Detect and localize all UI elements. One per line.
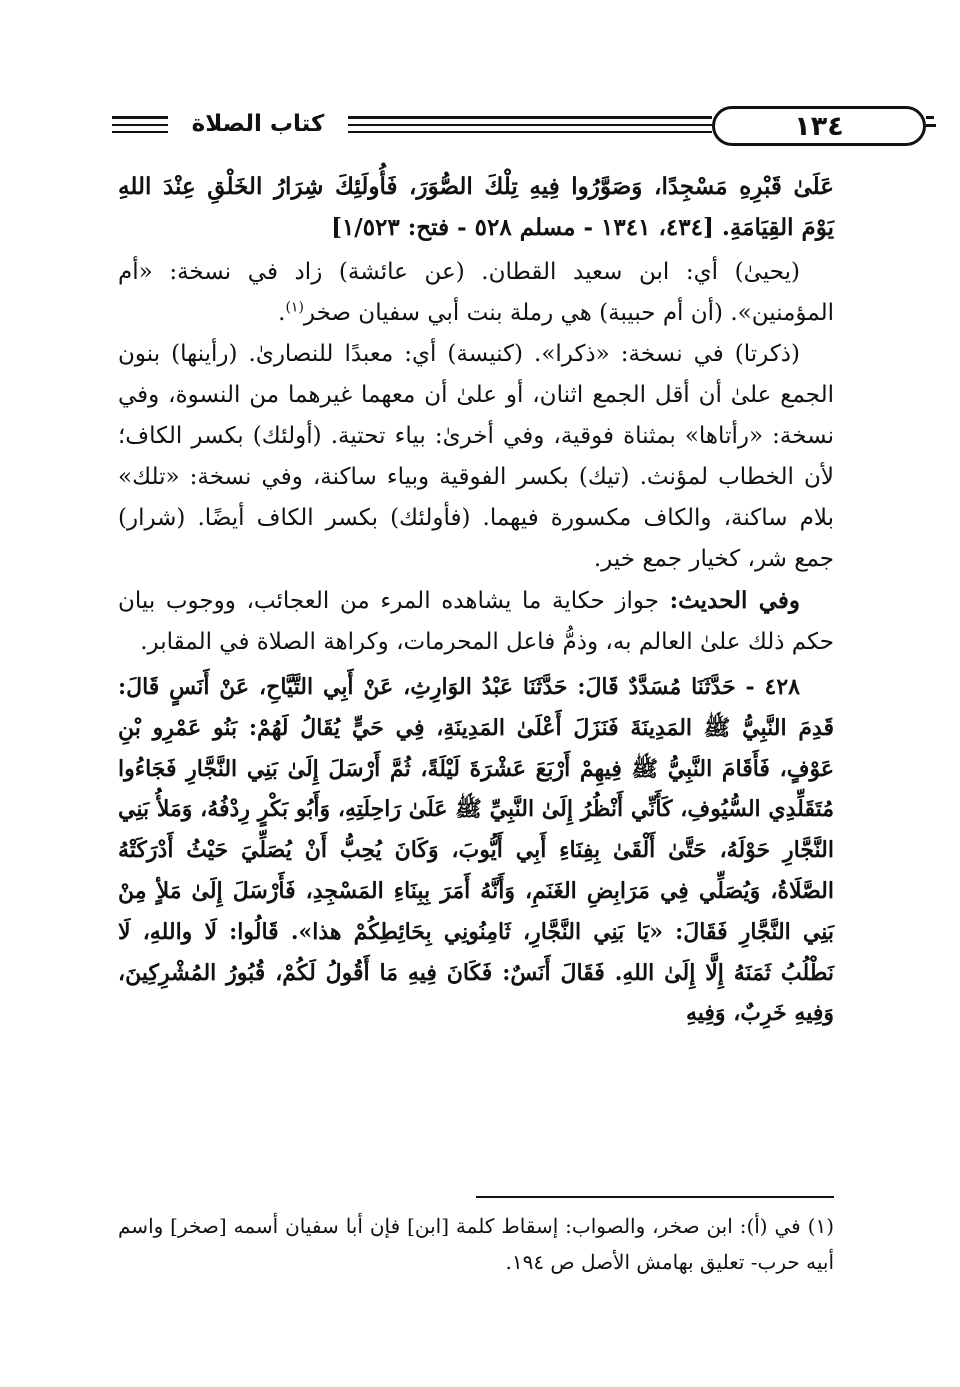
footnote: (١) في (أ): ابن صخر، والصواب: إسقاط كلمة [ابن] فإن أبا سفيان أسمه [صخر] واسم أبيه حرب- تعليق بهامش الأصل ص ١٩٤.	[118, 1214, 835, 1274]
header-rule	[348, 124, 712, 126]
page-number: ١٣٤	[794, 110, 844, 142]
header-rule	[926, 116, 934, 119]
footnote-reference[interactable]: (١)	[285, 299, 304, 316]
commentary-paragraph: (ذكرتا) في نسخة: «ذكرا». (كنيسة) أي: معبدًا للنصارىٰ. (رأينها) بنون الجمع علىٰ أن أقل الجمع اثنان، أو علىٰ أن معهما غيرهما من النسوة، وفي نسخة: «رأتاها» بمثناة فوقية، وفي أخرىٰ: بياء تحتية. (أولئك) بكسر الكاف؛ لأن الخطاب لمؤنث. (تيك) بكسر الفوقية وبياء ساكنة، وفي نسخة: «تلك» بلام ساكنة، والكاف مكسورة فيهما. (فأولئك) بكسر الكاف أيضًا. (شرار) جمع شر، كخيار جمع خير.	[118, 341, 834, 572]
commentary-paragraph	[118, 252, 834, 334]
header-rule	[348, 131, 712, 133]
commentary-text-end: .	[278, 300, 286, 326]
page-number-badge	[712, 106, 926, 146]
commentary-text: جواز حكاية ما يشاهده المرء من العجائب، ووجوب بيان حكم ذلك علىٰ العالم به، وذمُّ فاعل المحرمات، وكراهة الصلاة في المقابر.	[118, 588, 834, 655]
main-text	[118, 166, 834, 1034]
header-rule	[112, 131, 168, 133]
page-header	[112, 104, 844, 150]
header-rule	[926, 124, 936, 127]
header-rule	[112, 124, 168, 126]
commentary-text: (يحيىٰ) أي: ابن سعيد القطان. (عن عائشة) زاد في نسخة: «أم المؤمنين». (أن أم حبيبة) هي رملة بنت أبي سفيان صخر	[118, 259, 834, 326]
header-rule	[112, 116, 168, 119]
footnote-separator	[476, 1196, 834, 1198]
commentary-paragraph	[118, 580, 834, 663]
footnotes	[118, 1208, 834, 1280]
hadith-text: ٤٢٨ - حَدَّثَنَا مُسَدَّدٌ قَالَ: حَدَّثَنَا عَبْدُ الوَارِثِ، عَنْ أَبِي التَّيَّاحِ، عَنْ أَنَسٍ قَالَ: قَدِمَ النَّبِيُّ ﷺ المَدِينَةَ فَنَزَلَ أَعْلَىٰ المَدِينَةِ، فِي حَيٍّ يُقَالُ لَهُمْ: بَنُو عَمْرِو بْنِ عَوْفٍ، فَأَقَامَ النَّبِيُّ ﷺ فِيهِمْ أَرْبَعَ عَشْرَةَ لَيْلَةً، ثُمَّ أَرْسَلَ إِلَىٰ بَنِي النَّجَّارِ فَجَاءُوا مُتَقَلِّدِي السُّيُوفِ، كَأَنِّي أَنْظُرُ إِلَىٰ النَّبِيِّ ﷺ عَلَىٰ رَاحِلَتِهِ، وَأَبُو بَكْرٍ رِدْفُهُ، وَمَلأُ بَنِي النَّجَّارِ حَوْلَهُ، حَتَّىٰ أَلْقَىٰ بِفِنَاءِ أَبِي أَيُّوبَ، وَكَانَ يُحِبُّ أَنْ يُصَلِّيَ حَيْثُ أَدْرَكَتْهُ الصَّلَاةُ، وَيُصَلِّي فِي مَرَابِضِ الغَنَمِ، وَأَنَّهُ أَمَرَ بِبِنَاءِ المَسْجِدِ، فَأَرْسَلَ إِلَىٰ مَلأٍ مِنْ بَنِي النَّجَّارِ فَقَالَ: «يَا بَنِي النَّجَّارِ، ثَامِنُونِي بِحَائِطِكُمْ هذا». قَالُوا: لَا واللهِ، لَا نَطْلُبُ ثَمَنَهُ إِلَّا إِلَىٰ اللهِ. فَقَالَ أَنَسٌ: فَكَانَ فِيهِ مَا أَقُولُ لَكُمْ، قُبُورُ المُشْرِكِينَ، وَفِيهِ خَرِبٌ، وَفِيهِ	[118, 674, 834, 1027]
paragraph-lead: وفي الحديث:	[669, 587, 800, 614]
header-rule	[348, 116, 712, 119]
running-title: كتاب الصلاة	[191, 111, 325, 137]
hadith-continuation: عَلَىٰ قَبْرِهِ مَسْجِدًا، وَصَوَّرُوا فِيهِ تِلْكَ الصُّوَرَ، فَأُولَئِكَ شِرَارُ الخَلْقِ عِنْدَ اللهِ يَوْمَ القِيَامَةِ. [٤٣٤، ١٣٤١ - مسلم ٥٢٨ - فتح: ١/٥٢٣]	[118, 173, 834, 241]
